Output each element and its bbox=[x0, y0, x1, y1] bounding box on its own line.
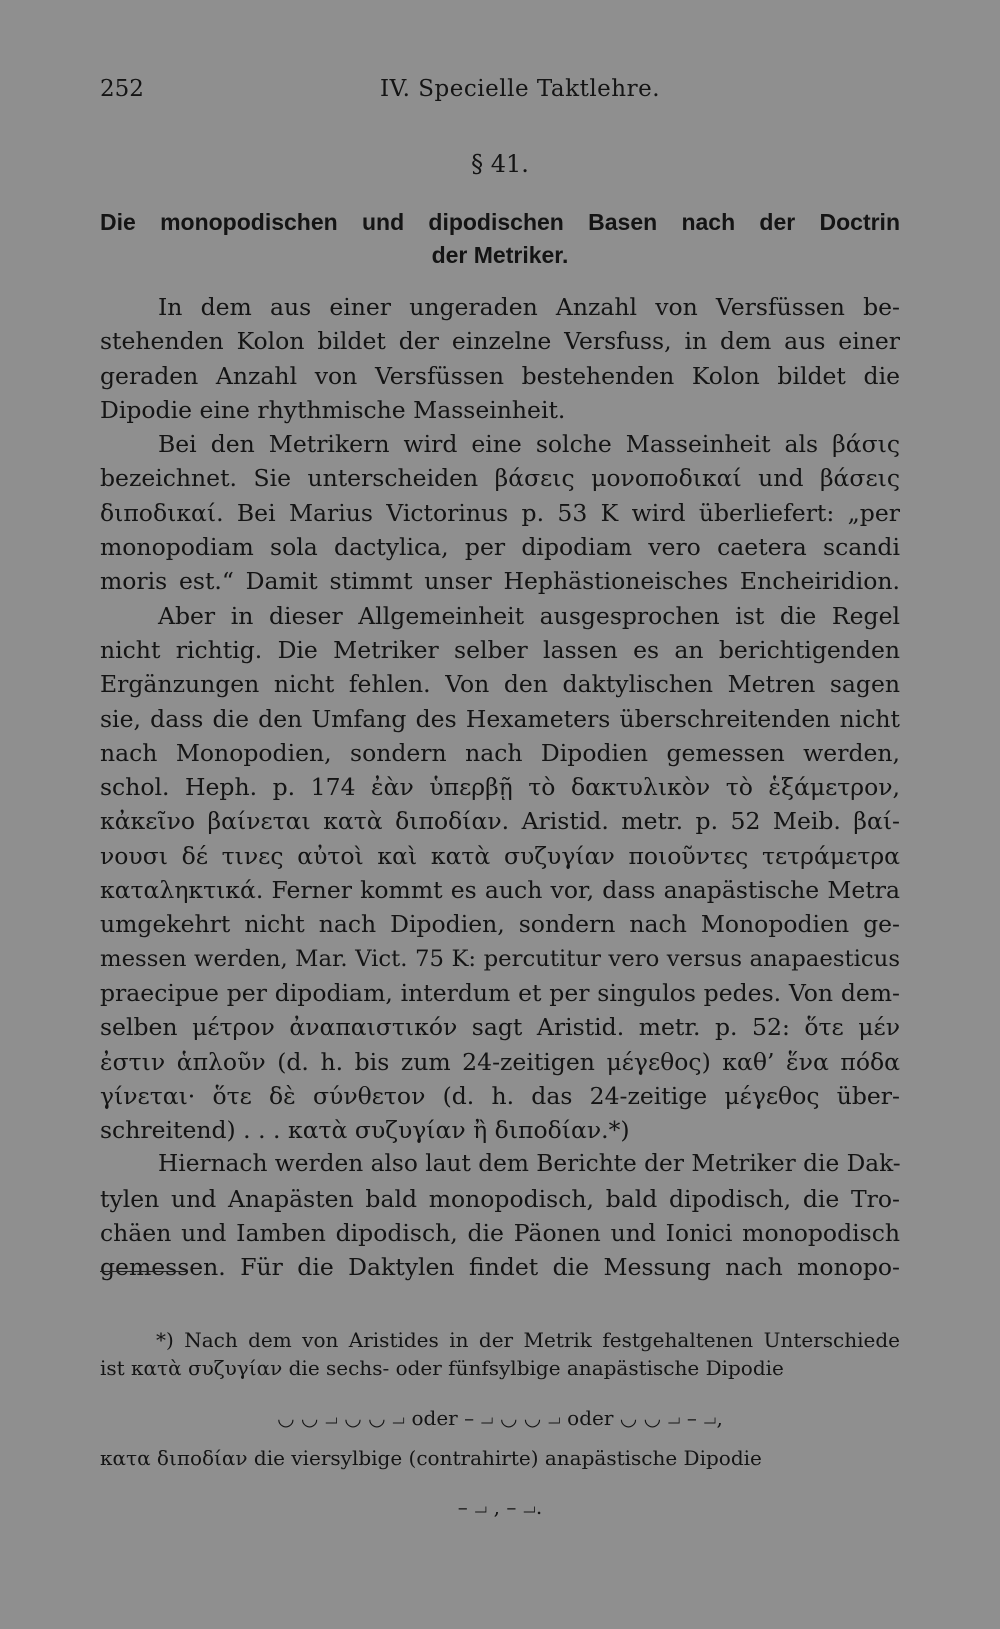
body-line: Dipodie eine rhythmische Masseinheit. bbox=[100, 395, 566, 424]
body-line: praecipue per dipodiam, interdum et per singulos pedes. Von dem- bbox=[100, 978, 900, 1007]
body-line: geraden Anzahl von Versfüssen bestehenden Kolon bildet die bbox=[100, 361, 900, 390]
body-line: Aber in dieser Allgemeinheit ausgesprochen ist die Regel bbox=[158, 601, 900, 630]
body-line: schol. Heph. p. 174 ἐὰν ὑπερβῇ τὸ δακτυλικὸν τὸ ἑξάμετρον, bbox=[100, 773, 900, 802]
section-heading bbox=[100, 206, 900, 272]
body-line: selben μέτρον ἀναπαιστικόν sagt Aristid. metr. p. 52: ὅτε μέν bbox=[100, 1013, 900, 1042]
body-line: In dem aus einer ungeraden Anzahl von Versfüssen be- bbox=[158, 293, 900, 321]
body-line: messen werden, Mar. Vict. 75 K: percutitur vero versus anapaesticus bbox=[100, 945, 900, 972]
body-line: stehenden Kolon bildet der einzelne Versfuss, in dem aus einer bbox=[100, 327, 900, 356]
body-line: sie, dass die den Umfang des Hexameters überschreitenden nicht bbox=[100, 704, 900, 733]
body-line: nach Monopodien, sondern nach Dipodien gemessen werden, bbox=[100, 738, 900, 767]
footnote bbox=[100, 1326, 900, 1382]
body-line: moris est.“ Damit stimmt unser Hephästioneisches Encheiridion. bbox=[100, 567, 900, 596]
body-line: διποδικαί. Bei Marius Victorinus p. 53 K wird überliefert: „per bbox=[100, 498, 900, 527]
body-line: γίνεται· ὅτε δὲ σύνθετον (d. h. das 24-zeitige μέγεθος über- bbox=[100, 1081, 900, 1110]
footnote-line: *) Nach dem von Aristides in der Metrik festgehaltenen Unterschiede bbox=[156, 1328, 900, 1352]
running-head-title: IV. Specielle Taktlehre. bbox=[380, 76, 661, 102]
body-line: umgekehrt nicht nach Dipodien, sondern nach Monopodien ge- bbox=[100, 910, 900, 939]
body-line: monopodiam sola dactylica, per dipodiam vero caetera scandi bbox=[100, 533, 900, 562]
footnote-meter-scheme: – ⏗ , – ⏗. bbox=[457, 1495, 543, 1519]
body-line: Hiernach werden also laut dem Berichte der Metriker die Dak- bbox=[158, 1150, 901, 1178]
body-line: Bei den Metrikern wird eine solche Masseinheit als βάσις bbox=[158, 430, 900, 459]
section-heading-line-1: Die monopodischen und dipodischen Basen nach der Doctrin bbox=[100, 209, 900, 235]
body-line: νουσι δέ τινες αὐτοὶ καὶ κατὰ συζυγίαν ποιοῦντες τετράμετρα bbox=[100, 841, 900, 870]
footnote-line: ist κατὰ συζυγίαν die sechs- oder fünfsylbige anapästische Dipodie bbox=[100, 1356, 784, 1380]
body-line: schreitend) . . . κατὰ συζυγίαν ἢ διποδίαν.*) bbox=[100, 1116, 630, 1145]
body-line: chäen und Iamben dipodisch, die Päonen und Ionici monopodisch bbox=[100, 1219, 900, 1248]
running-head bbox=[100, 76, 900, 110]
body-line: καταληκτικά. Ferner kommt es auch vor, dass anapästische Metra bbox=[100, 876, 900, 905]
body-line: gemessen. Für die Daktylen findet die Messung nach monopo- bbox=[100, 1253, 900, 1282]
body-line: bezeichnet. Sie unterscheiden βάσεις μονοποδικαί und βάσεις bbox=[100, 464, 900, 493]
body-line: tylen und Anapästen bald monopodisch, bald dipodisch, die Tro- bbox=[100, 1184, 900, 1213]
section-number: § 41. bbox=[471, 150, 529, 178]
page-number: 252 bbox=[100, 76, 144, 102]
body-text bbox=[100, 290, 900, 1285]
body-line: ἐστιν ἁπλοῦν (d. h. bis zum 24-zeitigen μέγεθος) καθ’ ἕνα πόδα bbox=[100, 1047, 900, 1076]
section-heading-line-2: der Metriker. bbox=[431, 242, 569, 268]
body-line: κἀκεῖνο βαίνεται κατὰ διποδίαν. Aristid. metr. p. 52 Meib. βαί- bbox=[100, 807, 900, 836]
footnote-meter-scheme: ◡ ◡ ⏗ ◡ ◡ ⏗ oder – ⏗ ◡ ◡ ⏗ oder ◡ ◡ ⏗ – ⏗, bbox=[277, 1406, 723, 1430]
footnote-line: κατα διποδίαν die viersylbige (contrahirte) anapästische Dipodie bbox=[100, 1446, 762, 1470]
footnote-rule bbox=[100, 1271, 188, 1272]
body-line: nicht richtig. Die Metriker selber lassen es an berichtigenden bbox=[100, 635, 900, 664]
body-line: Ergänzungen nicht fehlen. Von den daktylischen Metren sagen bbox=[100, 670, 900, 699]
